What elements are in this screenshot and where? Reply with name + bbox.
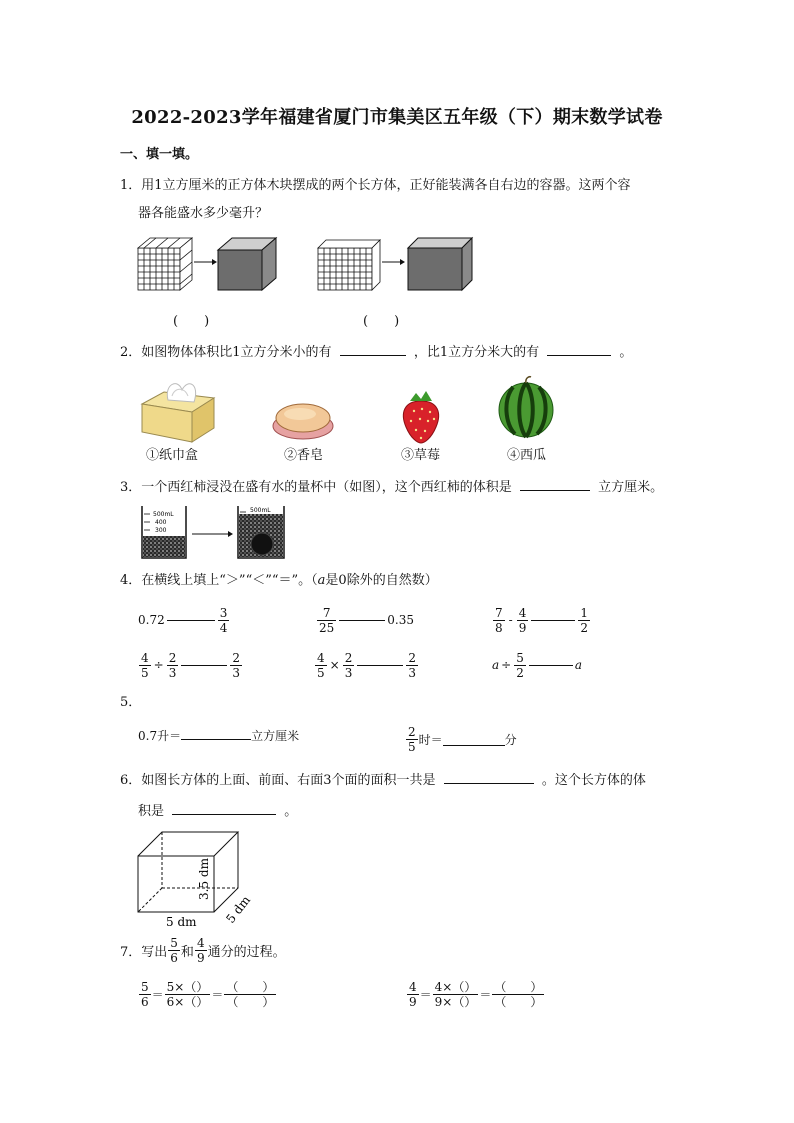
frac-num: 4 xyxy=(518,605,527,620)
q3-text-a: 3．一个西红柿浸没在盛有水的量杯中（如图），这个西红柿的体积是 xyxy=(120,480,512,495)
q4-var: a xyxy=(317,573,326,588)
q4-r2c3 xyxy=(492,645,582,685)
q4-r1c3 xyxy=(492,600,591,640)
q2-blank-larger[interactable] xyxy=(547,343,611,356)
frac-num: 4 xyxy=(317,650,325,665)
q4-r1c2-num: 0.35 xyxy=(387,613,414,627)
q7-text-a: 7．写出 xyxy=(120,944,168,960)
q5-number: 5． xyxy=(120,695,142,710)
frac-den: 3 xyxy=(232,665,240,680)
q6-blank-area[interactable] xyxy=(444,771,534,784)
q5-right-a: 时＝ xyxy=(418,732,443,747)
frac-den: 3 xyxy=(408,665,416,680)
frac-num: 4 xyxy=(141,650,149,665)
frac-den: 5 xyxy=(408,739,416,754)
frac-num: 4×（） xyxy=(434,979,477,994)
frac-num: 5 xyxy=(516,650,524,665)
q2-item-watermelon: ④西瓜 xyxy=(507,448,547,463)
q4-r1c1-blank[interactable] xyxy=(167,620,215,621)
q4-r1c1-num: 0.72 xyxy=(138,613,165,627)
cup-label-500: 500mL xyxy=(153,511,174,518)
arrow-head xyxy=(212,259,217,265)
frac-num: 2 xyxy=(344,650,353,665)
frac-num: 5 xyxy=(170,935,178,950)
beaker-right xyxy=(238,506,284,558)
variable: a xyxy=(492,658,500,672)
q3-blank[interactable] xyxy=(520,478,590,491)
frac-num: 7 xyxy=(495,605,503,620)
q1-answer-left[interactable]: ( ) xyxy=(173,314,210,329)
frac-den: 8 xyxy=(495,620,503,635)
q7-text-b: 和 xyxy=(180,944,194,960)
q2-item-tissue: ①纸巾盒 xyxy=(146,448,199,463)
q1-line2: 器各能盛水多少毫升？ xyxy=(138,206,269,221)
frac-den: 3 xyxy=(344,665,353,680)
frac-num: 2 xyxy=(232,650,240,665)
q3-beaker-figure xyxy=(138,502,290,562)
frac-den: 5 xyxy=(141,665,149,680)
frac-den: （ ） xyxy=(226,994,275,1009)
q5-left-a: 0.7升＝ xyxy=(138,729,182,743)
equals: ＝ xyxy=(479,987,492,1002)
q4-r1c3-blank[interactable] xyxy=(531,620,575,621)
dim-width: 5 dm xyxy=(223,893,254,926)
cuboid-figure xyxy=(134,826,254,930)
q5-right xyxy=(405,720,517,758)
watermelon-image xyxy=(497,374,555,440)
equals: ＝ xyxy=(151,987,164,1002)
cup2-label: 500mL xyxy=(250,507,271,514)
frac-den: 25 xyxy=(319,620,335,635)
q1-line1: 1．用1立方厘米的正方体木块摆成的两个长方体，正好能装满各自右边的容器。这两个容 xyxy=(120,178,631,193)
frac-den: 6×（） xyxy=(166,994,209,1009)
q2-text-a: 2．如图物体体积比1立方分米小的有 xyxy=(120,345,332,360)
frac-den: 5 xyxy=(317,665,325,680)
q7-right-answer[interactable] xyxy=(492,980,544,1009)
q6-line1-a: 6．如图长方体的上面、前面、右面3个面的面积一共是 xyxy=(120,773,436,788)
q1-answer-right[interactable]: ( ) xyxy=(363,314,400,329)
q1-figure-left xyxy=(136,234,280,292)
section-heading: 一、填一填。 xyxy=(120,147,199,162)
equals: ＝ xyxy=(419,987,432,1002)
q4-r2c1 xyxy=(138,645,243,685)
dim-length: 5 dm xyxy=(166,915,197,929)
q2-item-strawberry: ③草莓 xyxy=(401,448,441,463)
strawberry-image xyxy=(398,387,444,445)
q5-left-b: 立方厘米 xyxy=(251,729,300,743)
frac-den: 9×（） xyxy=(434,994,477,1009)
equals: ＝ xyxy=(211,987,224,1002)
q4-text: 4．在横线上填上“＞”“＜”“＝”。（ xyxy=(120,573,318,588)
q6-line2-b: 。 xyxy=(284,804,298,819)
q2-text-b: ，比1立方分米大的有 xyxy=(413,345,540,360)
q4-r1c2 xyxy=(316,600,414,640)
container-box xyxy=(218,238,276,290)
q4-r2c3-blank[interactable] xyxy=(529,665,573,666)
q6-blank-volume[interactable] xyxy=(172,802,276,815)
q4-text-end: 是0除外的自然数） xyxy=(325,573,438,588)
q5-blank-right[interactable] xyxy=(443,733,505,746)
frac-den: 2 xyxy=(580,620,588,635)
q5-blank-left[interactable] xyxy=(181,727,251,740)
q1-figure-right xyxy=(316,234,476,292)
beaker-left xyxy=(142,506,186,558)
q4-r1c1 xyxy=(138,600,230,640)
q6-line1-b: 。这个长方体的体 xyxy=(541,773,646,788)
frac-den: 6 xyxy=(141,994,149,1009)
frac-num: 2 xyxy=(408,724,416,739)
frac-num: 1 xyxy=(580,605,588,620)
frac-num: 2 xyxy=(408,650,416,665)
q7-left-answer[interactable] xyxy=(224,980,276,1009)
soap-image xyxy=(270,392,336,442)
q5-right-b: 分 xyxy=(504,732,517,747)
q6-line2-a: 积是 xyxy=(138,804,165,819)
q2-item-soap: ②香皂 xyxy=(284,448,324,463)
q4-r2c2 xyxy=(314,645,419,685)
q4-r2c1-blank[interactable] xyxy=(181,665,227,666)
operator: ÷ xyxy=(153,658,164,672)
frac-den: 9 xyxy=(518,620,527,635)
frac-den: 3 xyxy=(168,665,177,680)
frac-den: 6 xyxy=(170,950,178,965)
variable: a xyxy=(574,658,583,672)
frac-num: 3 xyxy=(219,605,228,620)
frac-den: 9 xyxy=(409,994,417,1009)
q2-blank-smaller[interactable] xyxy=(340,343,406,356)
page-title: 2022-2023学年福建省厦门市集美区五年级（下）期末数学试卷 xyxy=(131,107,663,128)
operator: - xyxy=(508,613,513,627)
q3-text-b: 立方厘米。 xyxy=(598,480,664,495)
cup-label-300: 300 xyxy=(155,527,167,534)
frac-num: 5×（） xyxy=(166,979,209,994)
frac-num: 4 xyxy=(409,979,417,994)
dim-height: 3.5 dm xyxy=(197,858,211,900)
q7-right-process xyxy=(406,976,545,1012)
frac-den: 4 xyxy=(219,620,228,635)
frac-num: 7 xyxy=(322,605,331,620)
tissue-box-image xyxy=(138,374,218,446)
q7-left-process xyxy=(138,976,277,1012)
q4-r2c2-blank[interactable] xyxy=(357,665,403,666)
operator: × xyxy=(329,658,340,672)
q7-prompt xyxy=(120,932,286,968)
q7-text-c: 通分的过程。 xyxy=(207,944,286,960)
frac-num: 4 xyxy=(196,935,205,950)
q2-text-c: 。 xyxy=(619,345,633,360)
frac-den: 2 xyxy=(516,665,524,680)
frac-num: 5 xyxy=(141,979,149,994)
frac-num: 2 xyxy=(168,650,177,665)
frac-den: 9 xyxy=(196,950,205,965)
frac-den: （ ） xyxy=(494,994,543,1009)
operator: ÷ xyxy=(501,658,512,672)
cup-label-400: 400 xyxy=(155,519,167,526)
q4-r1c2-blank[interactable] xyxy=(339,620,385,621)
frac-num: （ ） xyxy=(226,979,275,994)
frac-num: （ ） xyxy=(494,979,543,994)
